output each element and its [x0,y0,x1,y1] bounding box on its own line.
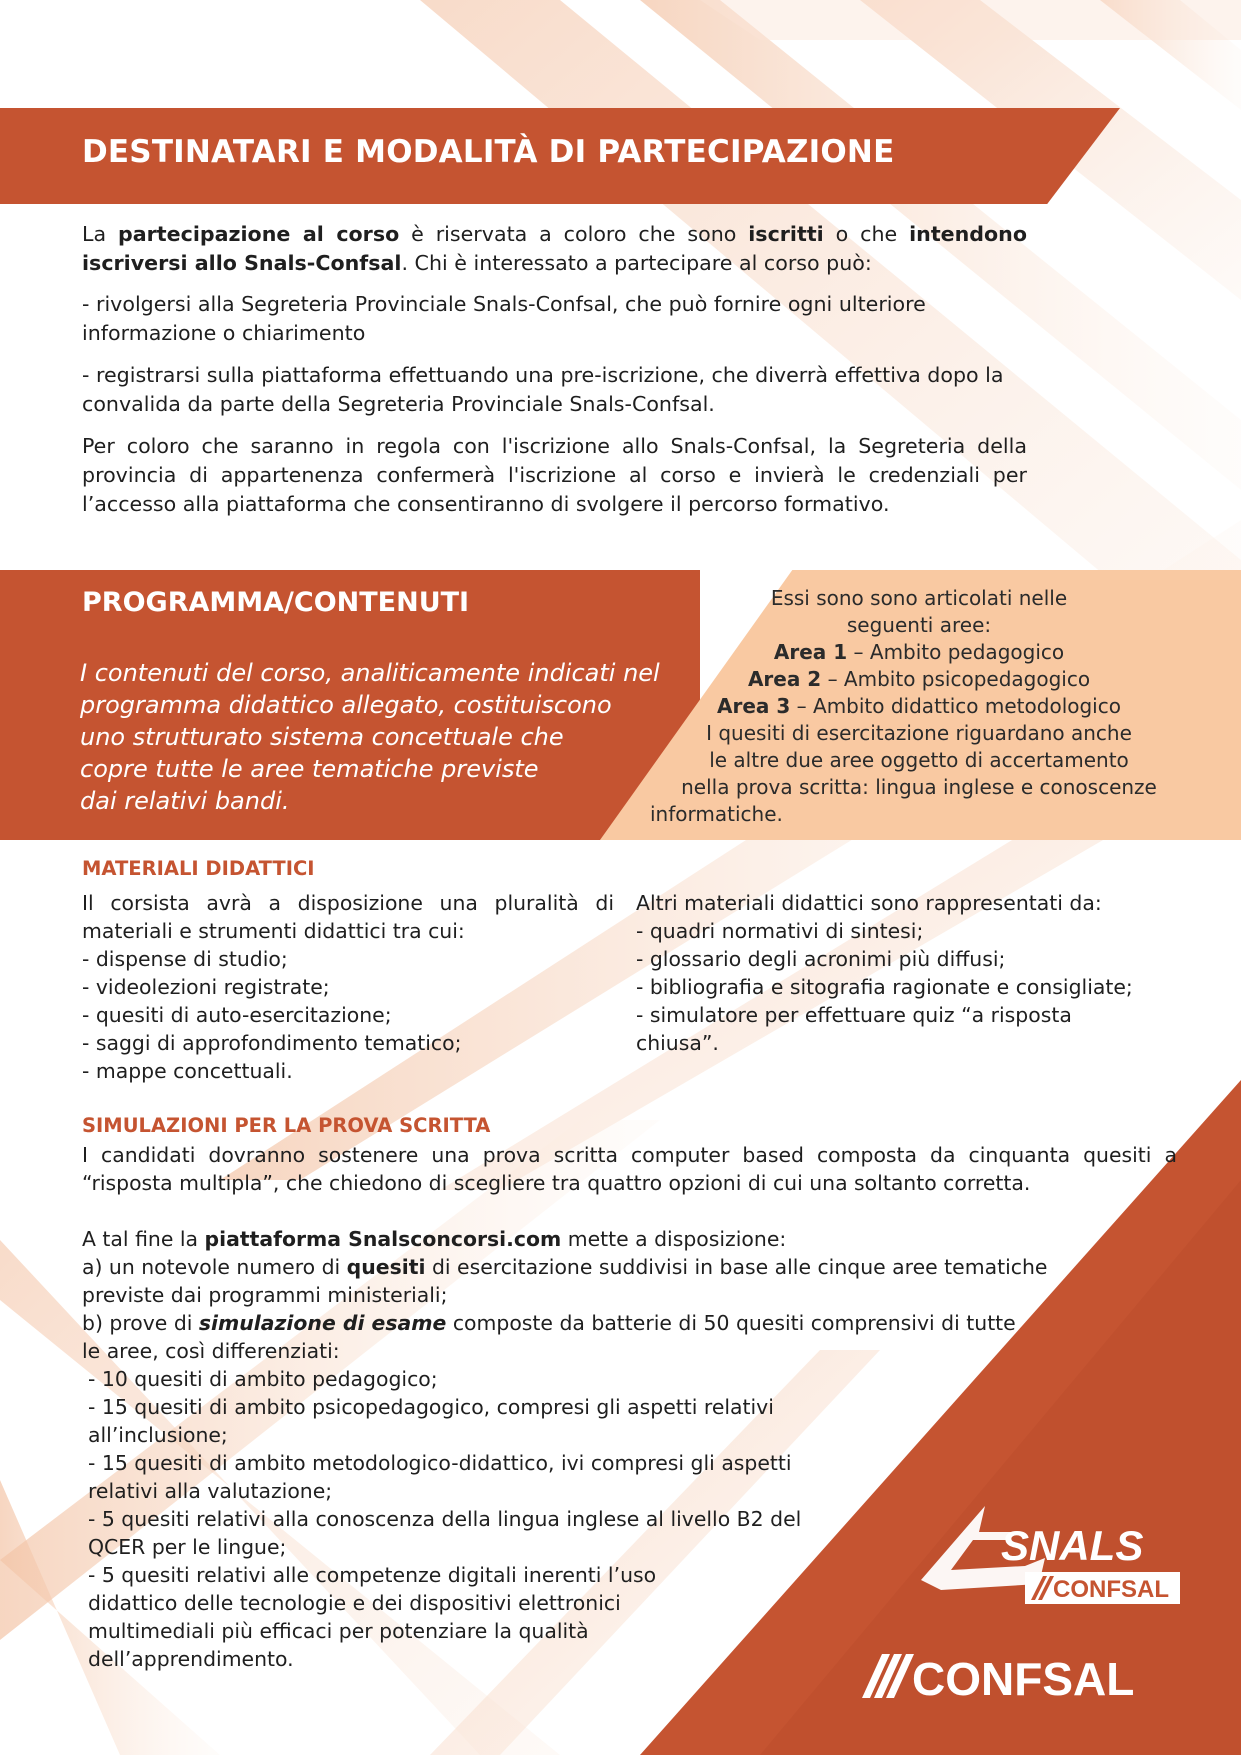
destinatari-option-1: - rivolgersi alla Segreteria Provinciale Snals-Confsal, che può fornire ogni ulteriore informazione o chiarimento [82,292,926,345]
simulazioni-intro: I candidati dovranno sostenere una prova scritta computer based composta da cinquanta quesiti a “risposta multipla”, che chiedono di scegliere tra quattro opzioni di cui una soltanto corretta. [82,1143,1177,1195]
confsal-stripes-icon [862,1654,914,1698]
materiali-left [82,889,614,1085]
simulazioni-line-a: A tal fine la piattaforma Snalsconcorsi.com mette a disposizione: [82,1227,787,1251]
programma-line: I contenuti del corso, analiticamente indicati nel [80,659,660,687]
areas-note: I quesiti di esercitazione riguardano anche [706,721,1132,745]
materiali-item: - simulatore per effettuare quiz “a risposta [636,1003,1072,1027]
subitem: - 5 quesiti relativi alla conoscenza della lingua inglese al livello B2 del [88,1507,802,1531]
destinatari-intro: La partecipazione al corso è riservata a coloro che sono iscritti o che intendono iscriversi allo Snals-Confsal. Chi è interessato a partecipare al corso può: [82,222,1027,275]
materiali-item: - quadri normativi di sintesi; [636,919,924,943]
materiali-item: - bibliografia e sitografia ragionate e consigliate; [636,975,1133,999]
materiali-left-intro: Il corsista avrà a disposizione una pluralità di materiali e strumenti didattici tra cui: [82,891,614,943]
destinatari-option-2: - registrarsi sulla piattaforma effettuando una pre-iscrizione, che diverrà effettiva dopo la convalida da parte della Segreteria Provinciale Snals-Confsal. [82,363,1004,416]
areas-intro: Essi sono sono articolati nelle [770,586,1068,610]
areas-intro: seguenti aree: [846,613,992,637]
programma-line: programma didattico allegato, costituiscono [80,691,612,719]
materiali-item: - videolezioni registrate; [82,975,330,999]
simulazioni-point-b-cont: le aree, così differenziati: [82,1339,340,1363]
programma-areas [620,585,1218,828]
materiali-item: - dispense di studio; [82,947,288,971]
subitem: - 10 quesiti di ambito pedagogico; [88,1367,438,1391]
section-title-destinatari: DESTINATARI E MODALITÀ DI PARTECIPAZIONE [82,134,895,170]
subitem: - 15 quesiti di ambito metodologico-didattico, ivi compresi gli aspetti [88,1451,792,1475]
section-title-programma: PROGRAMMA/CONTENUTI [82,587,470,618]
area-item: Area 1 – Ambito pedagogico [773,640,1065,664]
subitem: didattico delle tecnologie e dei dispositivi elettronici [88,1591,621,1615]
subitem: QCER per le lingue; [88,1535,287,1559]
destinatari-closing: Per coloro che saranno in regola con l'iscrizione allo Snals-Confsal, la Segreteria della provincia di appartenenza confermerà l'iscrizione al corso e invierà le credenziali per l’accesso alla piattaforma che consentiranno di svolgere il percorso formativo. [82,434,1027,516]
simulazioni-body [82,1225,1162,1365]
snals-sub-wordmark: CONFSAL [1053,1576,1169,1603]
simulazioni-point-a: a) un notevole numero di quesiti di esercitazione suddivisi in base alle cinque aree tematiche [82,1255,1048,1279]
subitem: all’inclusione; [88,1423,228,1447]
simulazioni-point-a-cont: previste dai programmi ministeriali; [82,1283,448,1307]
materiali-item: - quesiti di auto-esercitazione; [82,1003,392,1027]
materiali-item: - saggi di approfondimento tematico; [82,1031,462,1055]
subitem: dell’apprendimento. [88,1647,294,1671]
section-title-simulazioni: SIMULAZIONI PER LA PROVA SCRITTA [82,1114,491,1137]
areas-note: informatiche. [650,802,783,826]
subitem: - 5 quesiti relativi alle competenze digitali inerenti l’uso [88,1563,657,1587]
snals-wordmark: SNALS [1001,1522,1144,1569]
materiali-right-intro: Altri materiali didattici sono rappresentati da: [636,891,1102,915]
materiali-right [636,889,1196,1057]
stripe-top-5 [700,0,1241,40]
programma-line: dai relativi bandi. [80,787,290,815]
confsal-logo [858,1640,1178,1710]
subitem: multimediali più efficaci per potenziare la qualità [88,1619,589,1643]
programma-line: uno strutturato sistema concettuale che [80,723,564,751]
areas-note: nella prova scritta: lingua inglese e conoscenze [681,775,1157,799]
materiali-item: - mappe concettuali. [82,1059,293,1083]
subitem: relativi alla valutazione; [88,1479,333,1503]
areas-note: le altre due aree oggetto di accertamento [709,748,1129,772]
area-item: Area 2 – Ambito psicopedagogico [747,667,1091,691]
simulazioni-subitems [88,1365,908,1673]
subitem: - 15 quesiti di ambito psicopedagogico, compresi gli aspetti relativi [88,1395,774,1419]
snals-confsal-logo [915,1500,1185,1620]
simulazioni-point-b: b) prove di simulazione di esame composte da batterie di 50 quesiti comprensivi di tutte [82,1311,1016,1335]
materiali-item: - glossario degli acronimi più diffusi; [636,947,1006,971]
materiali-item: chiusa”. [636,1031,719,1055]
section-title-materiali: MATERIALI DIDATTICI [82,857,315,880]
programma-line: copre tutte le aree tematiche previste [80,755,539,783]
confsal-wordmark: CONFSAL [912,1653,1135,1705]
area-item: Area 3 – Ambito didattico metodologico [717,694,1121,718]
